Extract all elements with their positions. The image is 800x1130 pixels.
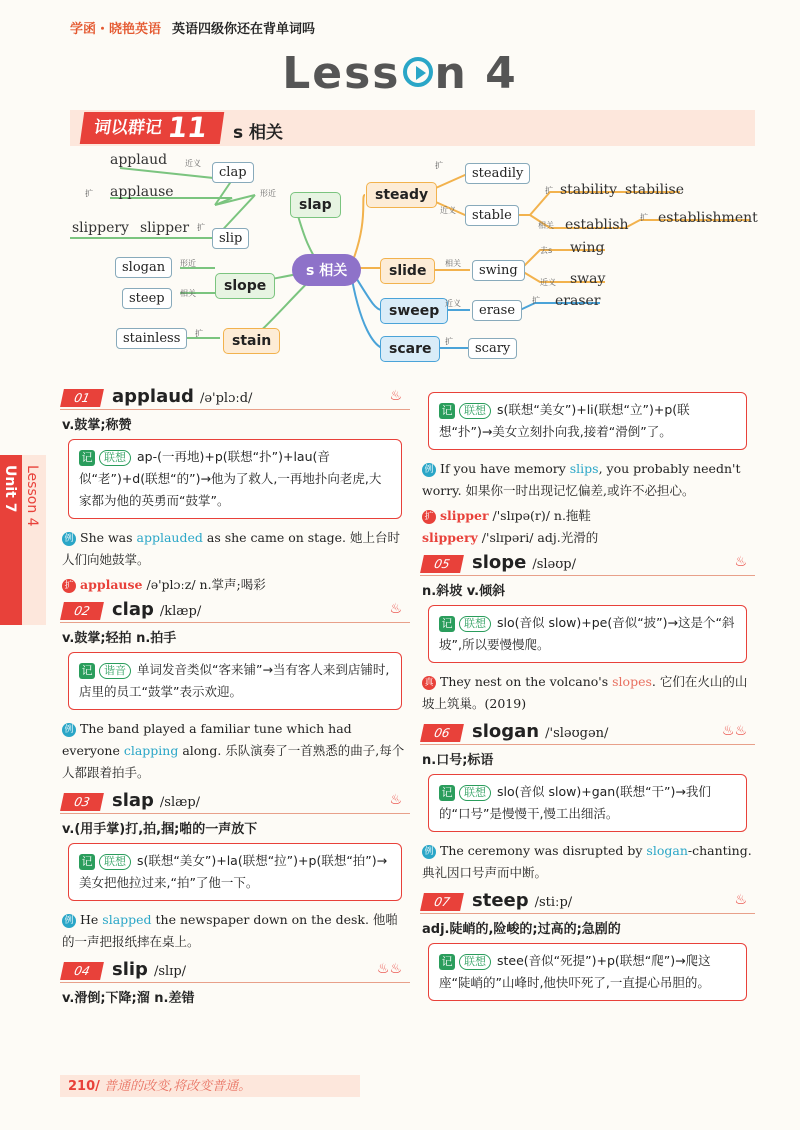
mindmap-key-slide: slide [380, 258, 435, 284]
side-tab [0, 455, 22, 625]
entry-02-head [60, 599, 410, 623]
tip-tag: 谐音 [99, 663, 131, 679]
play-icon[interactable] [403, 57, 433, 87]
relation-label: 近义 [185, 159, 201, 168]
relation-label: 相关 [180, 289, 196, 298]
mindmap-word: establish [565, 217, 629, 233]
mindmap-word: swing [472, 260, 525, 281]
relation-label: 近义 [445, 299, 461, 308]
part-of-speech: v.鼓掌;轻拍 n.拍手 [62, 631, 177, 646]
lesson-title-part1: Less [282, 48, 401, 99]
tip-tag: 联想 [99, 854, 131, 870]
part-of-speech: v.滑倒;下降;溜 n.差错 [62, 991, 195, 1006]
entry-word: steep /stiːp/ [472, 890, 573, 911]
right-column [420, 380, 755, 1009]
tip-tag: 联想 [459, 954, 491, 970]
entry-word: applaud /ə'plɔːd/ [112, 386, 253, 407]
relation-label: 近义 [440, 206, 456, 215]
mindmap-center: s 相关 [292, 254, 361, 286]
relation-label: 扩 [435, 161, 443, 170]
relation-label: 扩 [445, 337, 453, 346]
mindmap-word: sway [570, 271, 606, 287]
entry-07-head [420, 890, 755, 914]
extension: 扩 slipper /'slɪpə(r)/ n.拖鞋 [422, 506, 755, 524]
tip-text: slo(音似 slow)+pe(音似“披”)→这是个“斜坡”,所以要慢慢爬。 [439, 615, 735, 652]
memory-tip [68, 652, 402, 710]
banner-subtitle: s 相关 [233, 123, 284, 143]
entry-05-head [420, 552, 755, 576]
flame-icon: ♨ [389, 792, 402, 808]
mindmap [60, 150, 760, 370]
memory-icon: 记 [439, 785, 455, 801]
mindmap-word: slogan [115, 257, 172, 278]
exam-sentence: 真 They nest on the volcano's slopes. 它们在火山的山坡上筑巢。(2019) [422, 674, 748, 711]
relation-label: 扩 [532, 296, 540, 305]
divider [60, 622, 410, 623]
mindmap-word: applaud [110, 152, 168, 168]
memory-icon: 记 [79, 450, 95, 466]
exam-icon: 真 [422, 676, 436, 690]
part-of-speech: n.斜坡 v.倾斜 [422, 584, 506, 599]
divider [60, 409, 410, 410]
mindmap-key-steady: steady [366, 182, 437, 208]
divider [60, 813, 410, 814]
memory-tip [428, 943, 747, 1001]
page-number: 210/ [68, 1079, 100, 1094]
example-icon: 例 [62, 914, 76, 928]
entry-number: 05 [420, 555, 464, 573]
relation-label: 扩 [640, 213, 648, 222]
tip-text: s(联想“美女”)+li(联想“立”)+p(联想“扑”)→美女立刻扑向我,接着“滑倒”了。 [439, 402, 690, 439]
example-icon: 例 [62, 532, 76, 546]
side-tab-lesson: Lesson 4 [24, 465, 40, 527]
mindmap-word: eraser [555, 293, 601, 309]
tip-tag: 联想 [459, 616, 491, 632]
mindmap-key-stain: stain [223, 328, 280, 354]
memory-tip [428, 392, 747, 450]
relation-label: 形近 [180, 259, 196, 268]
mindmap-key-slap: slap [290, 192, 341, 218]
relation-label: 相关 [538, 221, 554, 230]
example-icon: 例 [422, 463, 436, 477]
relation-label: 形近 [260, 189, 276, 198]
tip-tag: 联想 [459, 785, 491, 801]
banner-tag-text: 词以群记 [92, 118, 164, 138]
memory-icon: 记 [79, 854, 95, 870]
tip-tag: 联想 [459, 403, 491, 419]
tip-text: ap-(一再地)+p(联想“扑”)+lau(音似“老”)+d(联想“的”)→他为了救人,一再地扑向老虎,大家都为他的英勇而“鼓掌”。 [79, 449, 382, 508]
entry-01-head [60, 386, 410, 410]
example-sentence: 例 The band played a familiar tune which had everyone clapping along. 乐队演奏了一首熟悉的曲子,每个人都跟着拍手。 [62, 721, 405, 780]
divider [420, 913, 755, 914]
entry-word: slope /sləʊp/ [472, 552, 577, 573]
entry-number: 02 [60, 602, 104, 620]
flame-icon: ♨♨ [376, 961, 402, 977]
series-name: 学函・晓艳英语 [70, 22, 162, 37]
tip-text: s(联想“美女”)+la(联想“拉”)+p(联想“拍”)→美女把他拉过来,“拍”了他一下。 [79, 853, 388, 890]
entry-04-head [60, 959, 410, 983]
entry-number: 04 [60, 962, 104, 980]
mindmap-word: steep [122, 288, 172, 309]
mindmap-key-slope: slope [215, 273, 275, 299]
entry-word: slap /slæp/ [112, 790, 201, 811]
memory-tip [68, 843, 402, 901]
divider [420, 575, 755, 576]
extension: 扩 applause /ə'plɔːz/ n.掌声;喝彩 [62, 575, 410, 593]
flame-icon: ♨♨ [721, 723, 747, 739]
lesson-title [0, 48, 800, 99]
book-title: 英语四级你还在背单词吗 [172, 22, 316, 37]
mindmap-word: erase [472, 300, 522, 321]
example-sentence: 例 She was applauded as she came on stage. 她上台时人们向她鼓掌。 [62, 530, 401, 567]
relation-label: 近义 [540, 278, 556, 287]
mindmap-word: slip [212, 228, 249, 249]
left-column [60, 380, 410, 1012]
extension: slippery /'slɪpəri/ adj.光滑的 [422, 530, 599, 545]
flame-icon: ♨ [389, 601, 402, 617]
part-of-speech: v.(用手掌)打,拍,掴;啪的一声放下 [62, 822, 258, 837]
banner-number: 11 [165, 111, 210, 144]
extension-icon: 扩 [422, 510, 436, 524]
memory-icon: 记 [79, 663, 95, 679]
mindmap-word: stable [465, 205, 519, 226]
relation-label: 去s [540, 246, 553, 255]
entry-03-head [60, 790, 410, 814]
tip-text: slo(音似 slow)+gan(联想“干”)→我们的“口号”是慢慢干,慢工出细活。 [439, 784, 711, 821]
entry-number: 06 [420, 724, 464, 742]
example-icon: 例 [422, 845, 436, 859]
tip-text: 单词发音类似“客来铺”→当有客人来到店铺时,店里的员工“鼓掌”表示欢迎。 [79, 662, 390, 699]
side-tab-unit: Unit 7 [2, 465, 18, 513]
relation-label: 相关 [445, 259, 461, 268]
footer-motto: 普通的改变,将改变普通。 [104, 1079, 252, 1094]
example-sentence: 例 If you have memory slips, you probably needn't worry. 如果你一时出现记忆偏差,或许不必担心。 [422, 461, 741, 498]
memory-icon: 记 [439, 954, 455, 970]
part-of-speech: adj.陡峭的,险峻的;过高的;急剧的 [422, 922, 621, 937]
mindmap-word: establishment [658, 210, 758, 226]
relation-label: 扩 [195, 329, 203, 338]
flame-icon: ♨ [734, 554, 747, 570]
memory-tip [428, 605, 747, 663]
example-sentence: 例 He slapped the newspaper down on the desk. 他啪的一声把报纸摔在桌上。 [62, 912, 398, 949]
part-of-speech: n.口号;标语 [422, 753, 494, 768]
divider [60, 982, 410, 983]
extension-icon: 扩 [62, 579, 76, 593]
mindmap-key-sweep: sweep [380, 298, 448, 324]
part-of-speech: v.鼓掌;称赞 [62, 418, 132, 433]
entry-06-head [420, 721, 755, 745]
flame-icon: ♨ [734, 892, 747, 908]
mindmap-word: applause [110, 184, 174, 200]
entry-number: 01 [60, 389, 104, 407]
example-icon: 例 [62, 723, 76, 737]
relation-label: 扩 [85, 189, 93, 198]
memory-tip [68, 439, 402, 519]
memory-tip [428, 774, 747, 832]
tip-tag: 联想 [99, 450, 131, 466]
entry-word: clap /klæp/ [112, 599, 202, 620]
memory-icon: 记 [439, 616, 455, 632]
banner-tag [80, 112, 224, 144]
flame-icon: ♨ [389, 388, 402, 404]
lesson-title-part2: n 4 [434, 48, 518, 99]
tip-text: stee(音似“死提”)+p(联想“爬”)→爬这座“陡峭的”山峰时,他快吓死了,一直提心吊胆的。 [439, 953, 711, 990]
mindmap-word: stability [560, 182, 618, 198]
mindmap-word: steadily [465, 163, 530, 184]
entry-word: slogan /'sləʊgən/ [472, 721, 609, 742]
entry-word: slip /slɪp/ [112, 959, 187, 980]
footer [60, 1075, 360, 1097]
relation-label: 扩 [545, 186, 553, 195]
mindmap-word: wing [570, 240, 605, 256]
mindmap-word: stabilise [625, 182, 685, 198]
mindmap-word: scary [468, 338, 517, 359]
example-sentence: 例 The ceremony was disrupted by slogan-chanting. 典礼因口号声而中断。 [422, 843, 752, 880]
mindmap-word: clap [212, 162, 254, 183]
relation-label: 扩 [197, 223, 205, 232]
mindmap-key-scare: scare [380, 336, 440, 362]
entry-number: 07 [420, 893, 464, 911]
mindmap-word: slipper [140, 220, 190, 236]
divider [420, 744, 755, 745]
mindmap-word: slippery [72, 220, 129, 236]
entry-number: 03 [60, 793, 104, 811]
mindmap-word: stainless [116, 328, 187, 349]
memory-icon: 记 [439, 403, 455, 419]
